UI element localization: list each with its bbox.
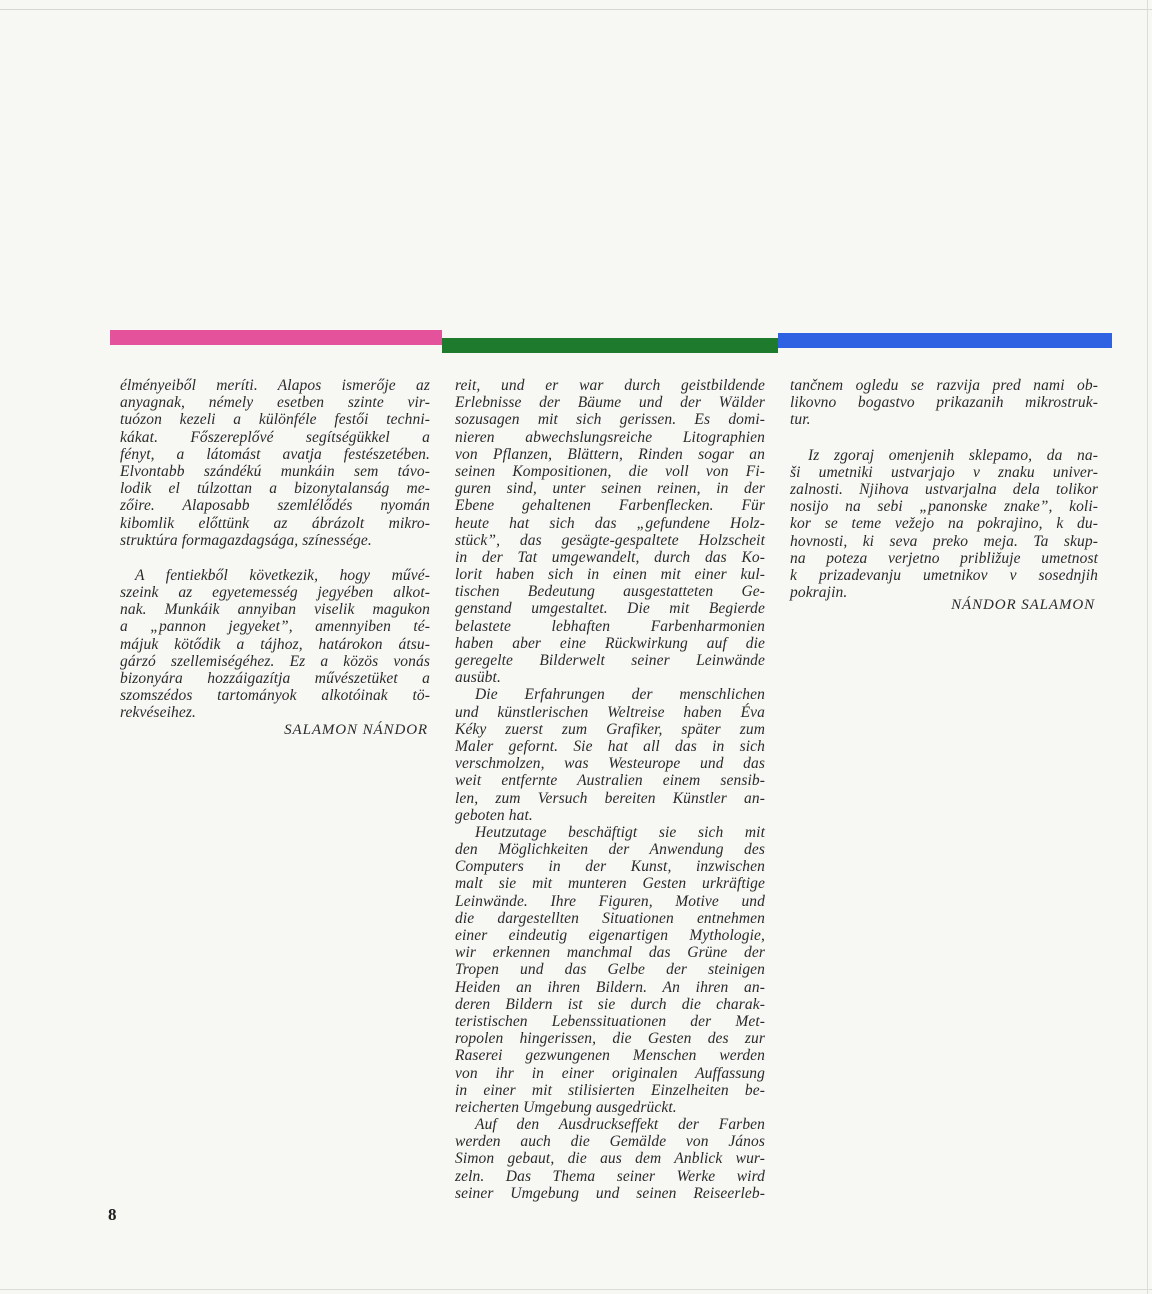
scan-edge-top xyxy=(0,9,1152,10)
text-line: heute hat sich das „gefundene Holz- xyxy=(455,514,765,532)
text-line: nosijo na sebi „panonske znake”, koli- xyxy=(790,498,1098,516)
paragraph xyxy=(120,377,430,549)
text-line: Elvontabb szándékú munkáin sem távo- xyxy=(120,462,430,480)
paragraph xyxy=(455,1116,765,1202)
text-line: stück”, das gesägte-gespaltete Holzscheit xyxy=(455,531,765,549)
text-line: bizonyára hozzáigazítja művészetüket a xyxy=(120,670,430,687)
text-line: seinen Kompositionen, die voll von Fi- xyxy=(455,462,765,480)
column-hungarian xyxy=(120,377,430,739)
text-line: Maler gefornt. Sie hat all das in sich xyxy=(455,737,765,755)
text-line: Heiden an ihren Bildern. An ihren an- xyxy=(455,978,765,996)
text-line: lorit haben sich in einen mit einer kul- xyxy=(455,566,765,584)
column-slovene xyxy=(790,377,1098,614)
text-line: májuk kötődik a tájhoz, határokon átsu- xyxy=(120,635,430,653)
text-line: zeln. Das Thema seiner Werke wird xyxy=(455,1167,765,1185)
text-line: teristischen Lebenssituationen der Met- xyxy=(455,1012,765,1030)
author-signature: NÁNDOR SALAMON xyxy=(951,597,1095,614)
text-line: den Möglichkeiten der Anwendung des xyxy=(455,841,765,859)
text-line: belastete lebhaften Farbenharmonien xyxy=(455,617,765,635)
text-line: Kéky zuerst zum Grafiker, später zum xyxy=(455,720,765,738)
paragraph xyxy=(455,377,765,686)
text-line: Simon gebaut, die aus dem Anblick wur- xyxy=(455,1150,765,1168)
text-line: likovno bogastvo prikazanih mikrostruk- xyxy=(790,394,1098,412)
paragraph xyxy=(790,377,1098,429)
text-line: Leinwände. Ihre Figuren, Motive und xyxy=(455,892,765,910)
text-line: anyagnak, némely esetben szinte vir- xyxy=(120,394,430,412)
text-line: Tropen und das Gelbe der steinigen xyxy=(455,961,765,979)
text-line: Auf den Ausdruckseffekt der Farben xyxy=(475,1116,765,1134)
text-line: guren sind, unter seinen reinen, in der xyxy=(455,480,765,498)
text-line: szomszédos tartományok alkotóinak tö- xyxy=(120,687,430,705)
text-line: pokrajin. xyxy=(790,584,848,602)
text-line: Iz zgoraj omenjenih sklepamo, da na- xyxy=(808,446,1098,464)
text-line: Raserei gezwungenen Menschen werden xyxy=(455,1047,765,1065)
text-line: Computers in der Kunst, inzwischen xyxy=(455,858,765,876)
text-line: verschmolzen, was Westeurope und das xyxy=(455,755,765,773)
text-line: zőire. Alaposabb szemlélődés nyomán xyxy=(120,497,430,515)
text-line: geregelte Bilderwelt seiner Leinwände xyxy=(455,652,765,669)
text-line: weit entfernte Australien einem sensib- xyxy=(455,772,765,790)
text-line: einer eindeutig eigenartigen Mythologie, xyxy=(455,927,765,944)
text-line: ropolen hingerissen, die Gesten des zur xyxy=(455,1030,765,1048)
text-line: Ebene gehaltenen Farbenflecken. Für xyxy=(455,497,765,515)
page-number: 8 xyxy=(108,1205,117,1224)
text-line: sozusagen mit sich gerissen. Es domi- xyxy=(455,411,765,429)
text-line: Erlebnisse der Bäume und der Wälder xyxy=(455,394,765,412)
paragraph xyxy=(790,447,1098,602)
text-line: seiner Umgebung und seinen Reiseerleb- xyxy=(455,1184,765,1202)
text-line: nieren abwechslungsreiche Litographien xyxy=(455,428,765,446)
text-line: gárzó szellemiségéhez. Ez a közös vonás xyxy=(120,652,430,670)
author-signature: SALAMON NÁNDOR xyxy=(284,721,428,738)
text-line: tančnem ogledu se razvija pred nami ob- xyxy=(790,377,1098,394)
text-line: von Pflanzen, Blättern, Rinden sogar an xyxy=(455,445,765,463)
text-line: werden auch die Gemälde von János xyxy=(455,1133,765,1151)
text-line: hovnosti, ki seva preko meja. Ta skup- xyxy=(790,532,1098,550)
text-line: in der Tat umgewandelt, durch das Ko- xyxy=(455,548,765,566)
text-line: ausübt. xyxy=(455,669,501,687)
text-line: k prizadevanju umetnikov v sosednjih xyxy=(790,566,1098,584)
text-line: nak. Munkáik annyiban viselik magukon xyxy=(120,601,430,619)
text-line: na poteza verjetno približuje umetnost xyxy=(790,549,1098,567)
text-line: tischen Bedeutung ausgestatteten Ge- xyxy=(455,583,765,601)
text-line: zalnosti. Njihova ustvarjalna dela tolikor xyxy=(790,480,1098,498)
text-line: rekvéseihez. xyxy=(120,704,196,722)
text-line: lodik el túlzottan a bizonytalanság me- xyxy=(120,480,430,498)
text-line: a „pannon jegyeket”, amennyiben té- xyxy=(120,618,430,636)
paragraph xyxy=(455,686,765,824)
color-bar-green xyxy=(442,338,778,353)
text-line: malt sie mit munteren Gesten urkräftige xyxy=(455,875,765,893)
text-line: kibomlik előttünk az ábrázolt mikro- xyxy=(120,514,430,532)
text-line: genstand umgestaltet. Die mit Begierde xyxy=(455,600,765,618)
scan-edge-bottom xyxy=(0,1289,1152,1290)
text-line: ši umetniki ustvarjajo v znaku univer- xyxy=(790,463,1098,481)
text-line: kor se teme vežejo na pokrajino, k du- xyxy=(790,515,1098,533)
column-german xyxy=(455,377,765,1202)
text-line: szeink az egyetemesség jegyében alkot- xyxy=(120,584,430,602)
text-line: wir erkennen manchmal das Grüne der xyxy=(455,944,765,962)
text-line: die dargestellten Situationen entnehmen xyxy=(455,909,765,927)
text-line: in einer mit stilisierten Einzelheiten be- xyxy=(455,1081,765,1099)
text-line: tuózon kezeli a különféle festői techni- xyxy=(120,411,430,429)
text-line: geboten hat. xyxy=(455,806,533,824)
text-line: Die Erfahrungen der menschlichen xyxy=(475,686,765,704)
text-line: deren Bildern ist sie durch die charak- xyxy=(455,995,765,1013)
text-line: len, zum Versuch bereiten Künstler an- xyxy=(455,789,765,807)
text-line: tur. xyxy=(790,411,811,429)
text-line: reit, und er war durch geistbildende xyxy=(455,377,765,394)
color-bar-blue xyxy=(778,333,1112,348)
text-line: kákat. Főszereplővé segítségükkel a xyxy=(120,428,430,446)
scan-edge-right xyxy=(1147,0,1148,1294)
text-line: Heutzutage beschäftigt sie sich mit xyxy=(475,823,765,841)
text-line: reicherten Umgebung ausgedrückt. xyxy=(455,1098,677,1116)
text-line: und künstlerischen Weltreise haben Éva xyxy=(455,703,765,721)
text-line: élményeiből meríti. Alapos ismerője az xyxy=(120,377,430,394)
text-line: von ihr in einer originalen Auffassung xyxy=(455,1064,765,1082)
text-line: haben aber eine Rückwirkung auf die xyxy=(455,634,765,652)
paragraph xyxy=(120,567,430,722)
color-bar-pink xyxy=(110,330,442,345)
text-line: fényt, a látomást avatja festészetében. xyxy=(120,445,430,463)
paragraph xyxy=(455,824,765,1116)
text-line: struktúra formagazdagsága, színessége. xyxy=(120,531,372,549)
text-line: A fentiekből következik, hogy művé- xyxy=(135,566,430,584)
